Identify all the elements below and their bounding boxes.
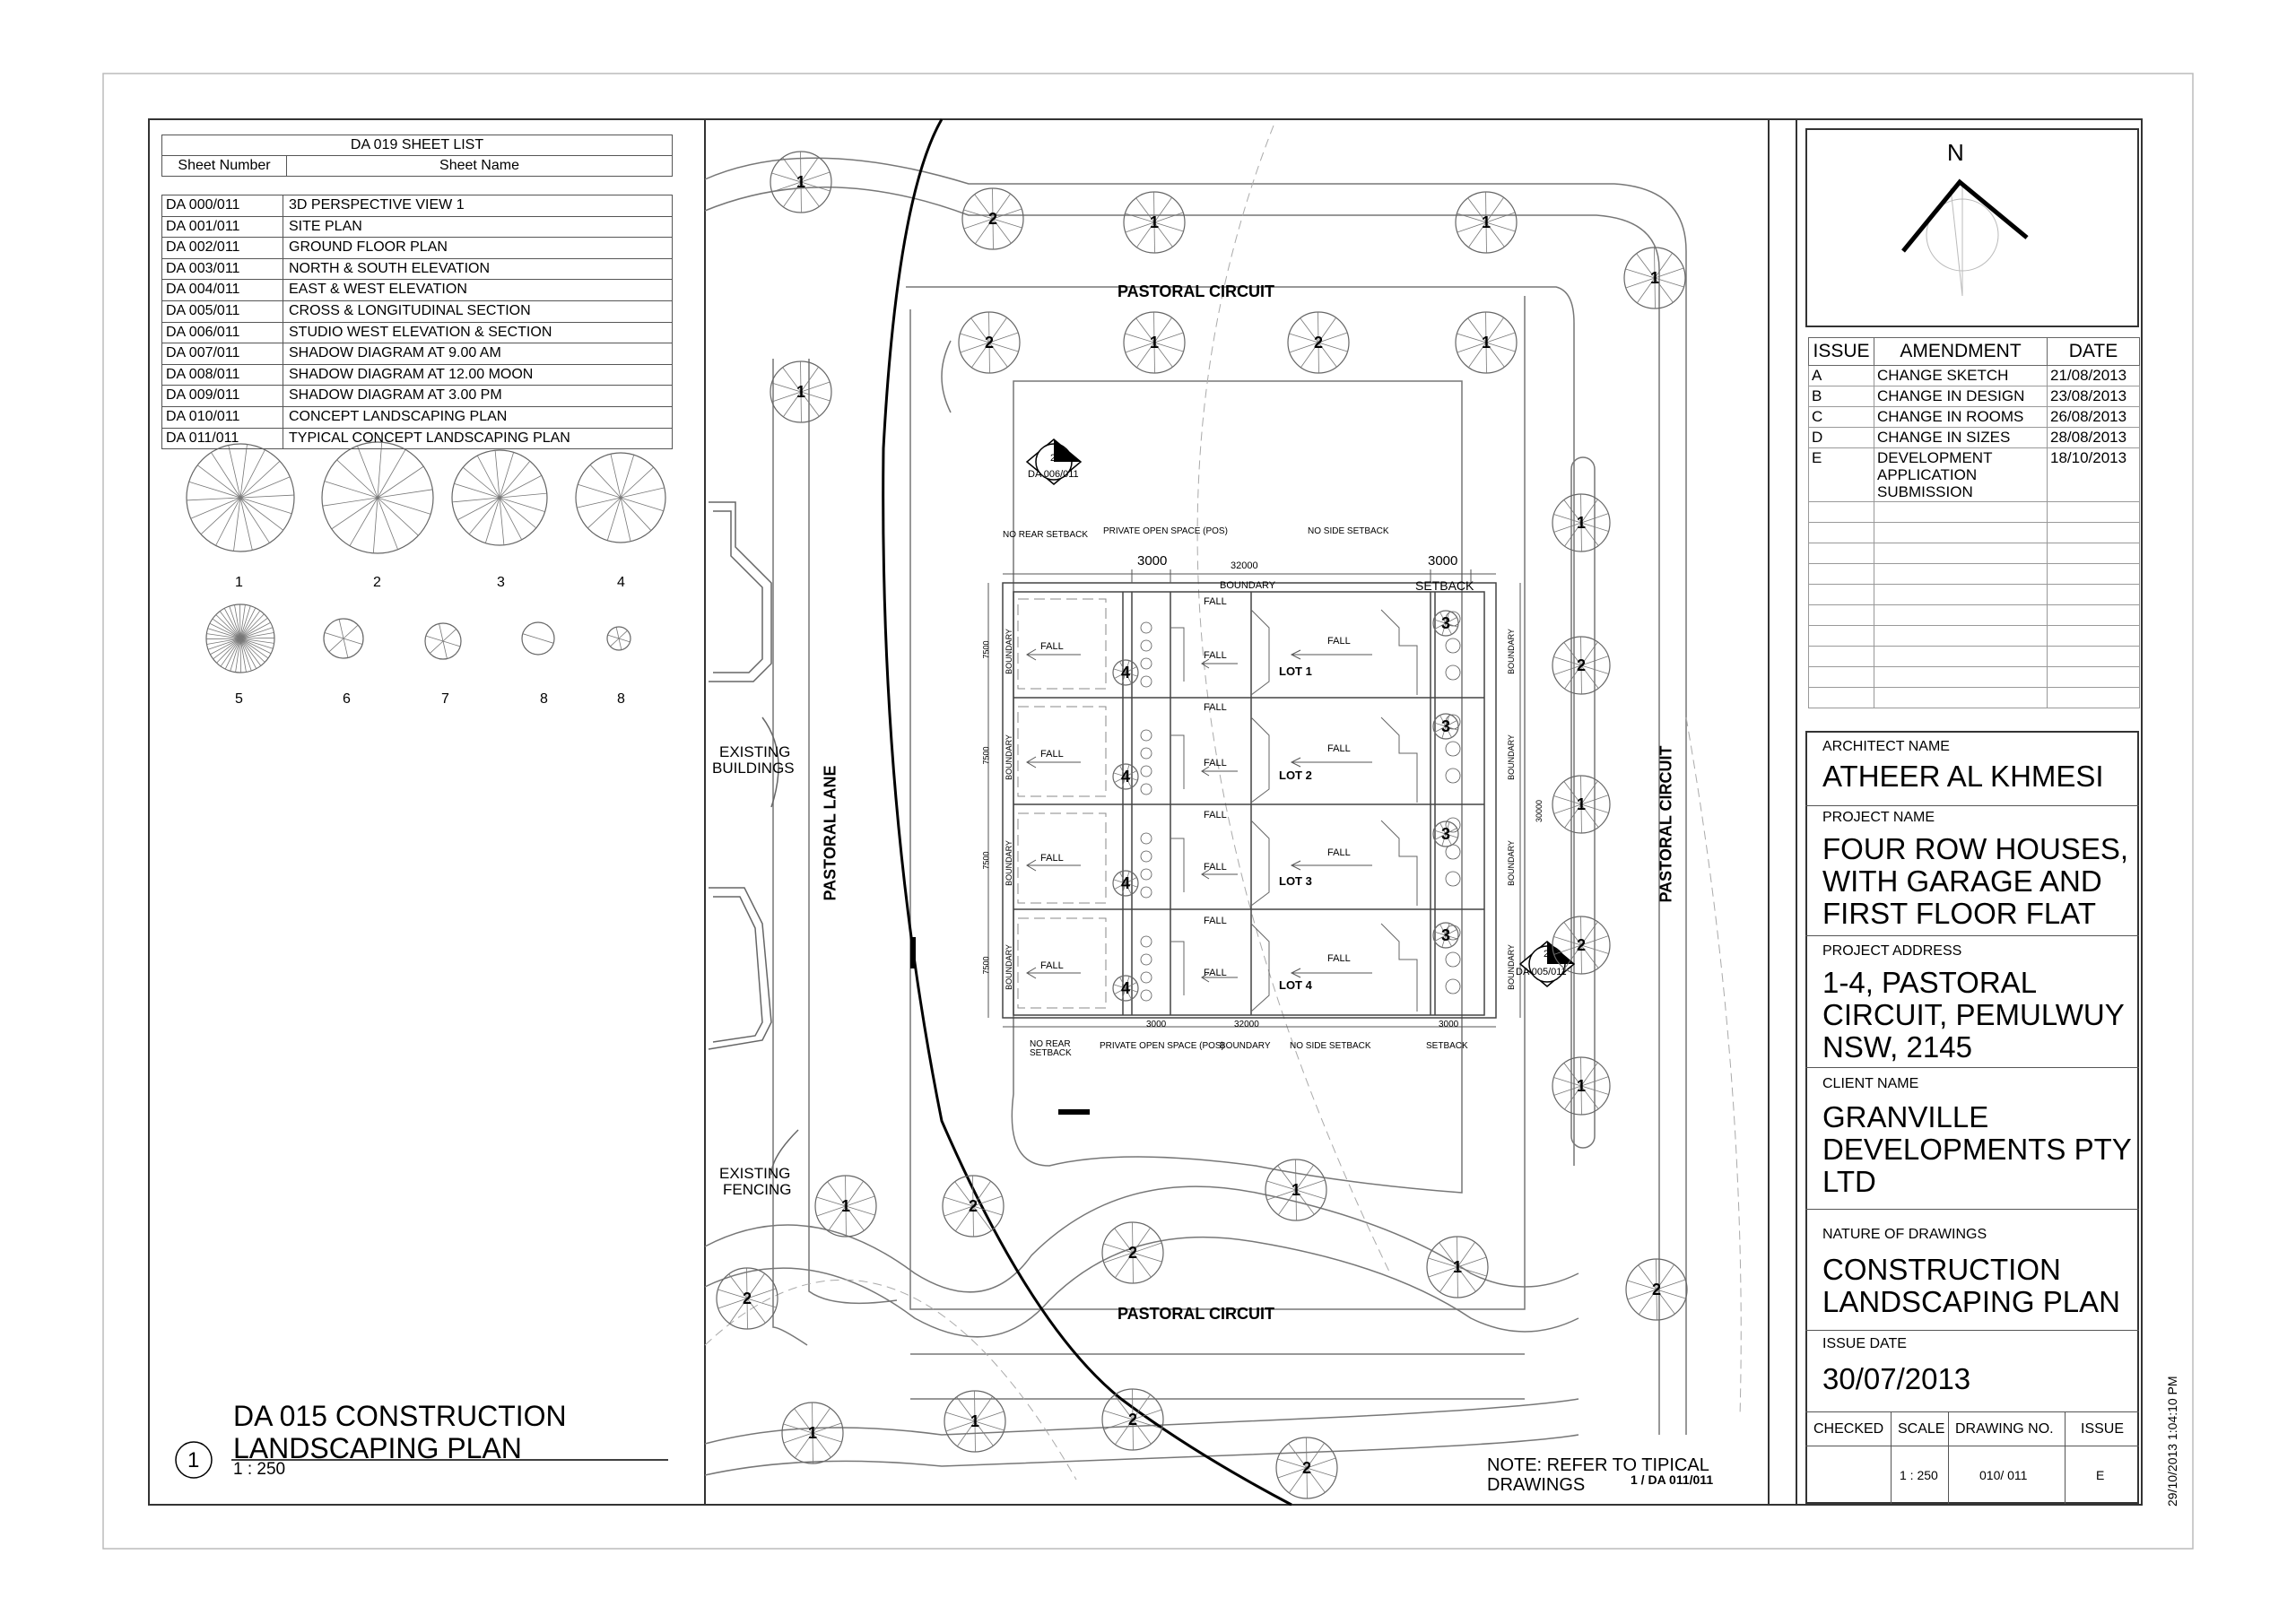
road-label-bottom: PASTORAL CIRCUIT <box>1118 1305 1275 1323</box>
legend-label-8b: 8 <box>617 691 625 707</box>
fall-label: FALL <box>1204 758 1227 769</box>
nature-label: NATURE OF DRAWINGS <box>1822 1227 1987 1242</box>
scale-value: 1 : 250 <box>1900 1468 1938 1482</box>
existing-fencing-l1: EXISTING <box>719 1165 791 1182</box>
divider <box>2065 1411 2066 1504</box>
plan-tree <box>959 312 1020 373</box>
client-value: GRANVILLE DEVELOPMENTS PTY LTD <box>1822 1100 2132 1198</box>
project-label: PROJECT NAME <box>1822 810 1935 825</box>
plan-tree <box>943 1176 1004 1237</box>
sheet-list-row <box>161 217 673 239</box>
existing-buildings-l1: EXISTING <box>719 743 791 760</box>
view-title-line2: LANDSCAPING PLAN <box>233 1432 522 1464</box>
amendment-empty-cell <box>2048 605 2140 626</box>
sheet-name: 3D PERSPECTIVE VIEW 1 <box>289 197 465 213</box>
plan-tree <box>1124 312 1185 373</box>
nature-value: CONSTRUCTION LANDSCAPING PLAN <box>1822 1253 2120 1318</box>
print-timestamp: 29/10/2013 1:04:10 PM <box>2165 1376 2179 1507</box>
section-right-num: 2 <box>1544 949 1550 960</box>
setback-bottom-right: SETBACK <box>1426 1041 1468 1051</box>
amendment-issue: B <box>1809 386 1874 407</box>
shrub-symbol <box>1113 976 1138 1001</box>
amendment-empty-cell <box>1809 523 1874 543</box>
fall-label: FALL <box>1040 853 1064 864</box>
shrub-symbol <box>1113 764 1138 789</box>
col-sheet-number: Sheet Number <box>162 156 287 176</box>
existing-fencing-l2: FENCING <box>723 1181 792 1198</box>
fall-label: FALL <box>1327 743 1351 754</box>
tree-label: 2 <box>1576 936 1587 954</box>
sheet-list-title: DA 019 SHEET LIST <box>161 135 673 156</box>
amendment-date: 23/08/2013 <box>2048 386 2140 407</box>
sheet-number: DA 009/011 <box>162 386 283 406</box>
legend-tree-8a <box>522 622 554 655</box>
amendment-empty-row <box>1809 502 2140 523</box>
road-label-right: PASTORAL CIRCUIT <box>1657 745 1675 903</box>
legend-tree-6 <box>324 619 363 658</box>
section-top-ref: DA 006/011 <box>1028 469 1079 480</box>
amendment-empty-cell <box>1809 564 1874 585</box>
boundary-top: BOUNDARY <box>1220 580 1276 591</box>
amend-col-date: DATE <box>2048 338 2140 366</box>
sheet-number: DA 011/011 <box>162 429 283 449</box>
tree-label: 2 <box>1313 334 1324 352</box>
dim-7500: 7500 <box>981 851 991 870</box>
architect-value: ATHEER AL KHMESI <box>1822 760 2104 793</box>
divider <box>1805 805 2139 806</box>
sheet-name: SHADOW DIAGRAM AT 12.00 MOON <box>289 366 534 382</box>
plan-tree <box>1626 1259 1687 1320</box>
divider <box>1805 935 2139 936</box>
no-side-setback-top: NO SIDE SETBACK <box>1308 526 1389 536</box>
plan-tree <box>1552 1057 1610 1115</box>
dim-3000-bottom-left: 3000 <box>1146 1020 1167 1029</box>
plan-tree <box>1456 192 1517 253</box>
fall-label: FALL <box>1204 702 1227 713</box>
lot-1-label: LOT 1 <box>1279 664 1312 678</box>
tree-label: 1 <box>1576 1077 1587 1095</box>
tree-label: 2 <box>984 334 995 352</box>
sheet-number: DA 001/011 <box>162 217 283 238</box>
boundary-side: BOUNDARY <box>1004 840 1013 886</box>
tree-label: 2 <box>1301 1459 1312 1477</box>
amendment-empty-cell <box>1809 626 1874 647</box>
tree-label: 3 <box>1440 926 1451 944</box>
boundary-side: BOUNDARY <box>1004 734 1013 780</box>
plan-tree <box>717 1268 778 1329</box>
amendment-issue: D <box>1809 428 1874 448</box>
divider <box>1805 1330 2139 1331</box>
no-side-setback-bottom: NO SIDE SETBACK <box>1290 1041 1371 1051</box>
amendment-date: 28/08/2013 <box>2048 428 2140 448</box>
amendment-empty-row <box>1809 585 2140 605</box>
fall-label: FALL <box>1327 636 1351 647</box>
plan-tree <box>1427 1237 1488 1298</box>
amendment-amendment: CHANGE SKETCH <box>1874 366 2048 386</box>
amendment-rows <box>1809 366 2140 708</box>
tree-label: 1 <box>1576 795 1587 813</box>
sheet-number: DA 010/011 <box>162 407 283 428</box>
amendment-row <box>1809 366 2140 386</box>
tree-label: 1 <box>1149 334 1160 352</box>
amendment-empty-cell <box>1874 564 2048 585</box>
amendment-empty-cell <box>1809 605 1874 626</box>
tree-label: 2 <box>1576 656 1587 674</box>
shrub-symbol <box>1433 821 1458 847</box>
north-arrow-box <box>1805 128 2139 327</box>
tree-label: 2 <box>742 1290 752 1307</box>
amendment-amendment: CHANGE IN DESIGN <box>1874 386 2048 407</box>
legend-label-4: 4 <box>617 575 625 590</box>
dim-3000-top-left: 3000 <box>1137 553 1168 569</box>
amendment-empty-cell <box>2048 585 2140 605</box>
divider <box>1891 1411 1892 1504</box>
legend-tree-4 <box>576 453 665 543</box>
note-line2: DRAWINGS <box>1487 1475 1586 1495</box>
road-label-top: PASTORAL CIRCUIT <box>1118 282 1275 300</box>
scale-label: SCALE <box>1898 1421 1945 1437</box>
plan-tree <box>1265 1159 1326 1220</box>
no-rear-setback-top: NO REAR SETBACK <box>1003 530 1089 540</box>
amendment-empty-row <box>1809 688 2140 708</box>
fall-label: FALL <box>1040 749 1064 760</box>
fall-label: FALL <box>1327 847 1351 858</box>
issue-date-value: 30/07/2013 <box>1822 1362 1971 1395</box>
tree-label: 1 <box>796 173 806 191</box>
boundary-side-right: BOUNDARY <box>1506 840 1516 886</box>
legend-label-7: 7 <box>441 691 449 707</box>
amendment-empty-cell <box>2048 502 2140 523</box>
amendment-empty-cell <box>2048 688 2140 708</box>
amendment-empty-cell <box>1874 585 2048 605</box>
amendment-date: 26/08/2013 <box>2048 407 2140 428</box>
tree-label: 1 <box>796 383 806 401</box>
amendment-empty-cell <box>1874 502 2048 523</box>
sheet-name: STUDIO WEST ELEVATION & SECTION <box>289 324 552 340</box>
amendment-empty-cell <box>1809 647 1874 667</box>
plan-tree <box>782 1403 843 1463</box>
tree-label: 3 <box>1440 825 1451 843</box>
sheet-number: DA 000/011 <box>162 195 283 216</box>
amendment-empty-cell <box>1874 626 2048 647</box>
legend-tree-8b <box>607 627 631 650</box>
sheet-name: NORTH & SOUTH ELEVATION <box>289 260 491 276</box>
divider <box>1948 1411 1949 1504</box>
divider <box>1805 1067 2139 1068</box>
amendment-empty-row <box>1809 564 2140 585</box>
legend-label-2: 2 <box>373 575 381 590</box>
architect-label: ARCHITECT NAME <box>1822 739 1950 754</box>
amendment-table <box>1808 337 2140 708</box>
fall-label: FALL <box>1204 968 1227 978</box>
sheet-list-row <box>161 280 673 301</box>
tree-label: 4 <box>1120 664 1131 682</box>
tree-label: 2 <box>968 1197 978 1215</box>
sheet-number: DA 005/011 <box>162 301 283 322</box>
amendment-empty-cell <box>1874 667 2048 688</box>
sheet-name: CROSS & LONGITUDINAL SECTION <box>289 302 531 318</box>
legend-label-3: 3 <box>497 575 505 590</box>
legend-label-8a: 8 <box>540 691 548 707</box>
legend-tree-7 <box>425 623 461 659</box>
dim-30000: 30000 <box>1535 799 1544 823</box>
plan-tree <box>770 361 831 422</box>
tree-label: 1 <box>970 1412 980 1430</box>
project-value: FOUR ROW HOUSES, WITH GARAGE AND FIRST FLOOR FLAT <box>1822 832 2129 930</box>
note-line1: NOTE: REFER TO TIPICAL <box>1487 1455 1709 1475</box>
plan-tree <box>1552 916 1610 974</box>
legend-tree-3 <box>452 450 547 545</box>
plan-tree <box>962 188 1023 249</box>
dim-7500: 7500 <box>981 956 991 975</box>
view-scale: 1 : 250 <box>233 1460 286 1479</box>
sheet-name: SHADOW DIAGRAM AT 9.00 AM <box>289 345 501 361</box>
amendment-empty-row <box>1809 667 2140 688</box>
amendment-empty-cell <box>1874 688 2048 708</box>
legend-tree-1 <box>187 444 294 551</box>
amendment-row <box>1809 407 2140 428</box>
road-label-lane: PASTORAL LANE <box>821 765 839 901</box>
tree-label: 1 <box>1481 213 1492 231</box>
legend-label-5: 5 <box>235 691 243 707</box>
shrub-symbol <box>1113 871 1138 896</box>
amendment-empty-cell <box>2048 523 2140 543</box>
sheet-list-row <box>161 343 673 365</box>
boundary-bottom: BOUNDARY <box>1220 1041 1271 1051</box>
amendment-empty-cell <box>1874 523 2048 543</box>
sheet-name: TYPICAL CONCEPT LANDSCAPING PLAN <box>289 430 570 446</box>
drawing-no-value: 010/ 011 <box>1979 1468 2028 1482</box>
address-value: 1-4, PASTORAL CIRCUIT, PEMULWUY NSW, 2145 <box>1822 966 2125 1064</box>
tree-label: 1 <box>1291 1181 1301 1199</box>
plan-tree <box>1102 1389 1163 1450</box>
divider <box>1805 1411 2139 1412</box>
boundary-side: BOUNDARY <box>1004 944 1013 990</box>
dim-32000-top: 32000 <box>1231 560 1258 571</box>
fall-label: FALL <box>1040 641 1064 652</box>
tree-label: 1 <box>807 1424 818 1442</box>
view-title-line1: DA 015 CONSTRUCTION <box>233 1400 567 1432</box>
tree-label: 3 <box>1440 614 1451 632</box>
sheet-name: GROUND FLOOR PLAN <box>289 239 448 256</box>
sheet-list-row <box>161 301 673 323</box>
amendment-empty-cell <box>2048 543 2140 564</box>
sheet-list-row <box>161 323 673 344</box>
plan-tree <box>1552 637 1610 694</box>
dim-7500: 7500 <box>981 640 991 659</box>
legend-label-6: 6 <box>343 691 351 707</box>
setback-top: SETBACK <box>1415 578 1474 593</box>
fall-label: FALL <box>1327 953 1351 964</box>
lot-2-label: LOT 2 <box>1279 769 1312 782</box>
sheet-number: DA 002/011 <box>162 238 283 258</box>
tree-label: 1 <box>1649 269 1660 287</box>
amendment-empty-cell <box>2048 564 2140 585</box>
existing-buildings-l2: BUILDINGS <box>712 760 795 777</box>
amendment-date: 21/08/2013 <box>2048 366 2140 386</box>
plan-tree <box>1276 1437 1337 1498</box>
tree-label: 1 <box>1149 213 1160 231</box>
sheet-name: SHADOW DIAGRAM AT 3.00 PM <box>289 387 502 404</box>
tree-label: 4 <box>1120 979 1131 997</box>
shrub-symbol <box>1113 660 1138 685</box>
sheet-list-row <box>161 365 673 386</box>
boundary-side-right: BOUNDARY <box>1506 734 1516 780</box>
amendment-issue: A <box>1809 366 1874 386</box>
note-ref: 1 / DA 011/011 <box>1631 1472 1714 1487</box>
sheet-number: DA 008/011 <box>162 365 283 386</box>
amendment-amendment: CHANGE IN SIZES <box>1874 428 2048 448</box>
lot-3-label: LOT 3 <box>1279 874 1312 888</box>
sheet-number: DA 004/011 <box>162 280 283 300</box>
plan-tree <box>1102 1222 1163 1283</box>
plan-tree <box>770 152 831 213</box>
sheet-list-row <box>161 195 673 217</box>
pos-bottom: PRIVATE OPEN SPACE (POS) <box>1100 1041 1224 1051</box>
setback-bottom-left: SETBACK <box>1030 1048 1072 1058</box>
amend-col-amendment: AMENDMENT <box>1874 338 2048 366</box>
legend-tree-2 <box>322 442 433 553</box>
legend-label-1: 1 <box>235 575 243 590</box>
plan-tree <box>1124 192 1185 253</box>
fall-label: FALL <box>1204 862 1227 873</box>
tree-label: 1 <box>840 1197 851 1215</box>
dim-7500: 7500 <box>981 746 991 765</box>
plan-tree <box>1552 494 1610 551</box>
sheet-list-header <box>161 156 673 177</box>
north-label: N <box>1947 139 1964 166</box>
drawing-no-label: DRAWING NO. <box>1955 1421 2054 1437</box>
sheet-list-row <box>161 429 673 450</box>
sheet-list-row <box>161 259 673 281</box>
tree-label: 4 <box>1120 768 1131 786</box>
dim-32000-bottom: 32000 <box>1234 1020 1259 1029</box>
amendment-amendment: DEVELOPMENT APPLICATION SUBMISSION <box>1874 448 2048 502</box>
tree-label: 2 <box>1127 1411 1138 1429</box>
amendment-row <box>1809 428 2140 448</box>
plan-tree <box>944 1391 1005 1452</box>
boundary-side-right: BOUNDARY <box>1506 944 1516 990</box>
sheet-name: SITE PLAN <box>289 218 362 234</box>
amendment-empty-cell <box>1809 667 1874 688</box>
dim-3000-top-right: 3000 <box>1428 553 1458 569</box>
sheet-list-row <box>161 238 673 259</box>
divider <box>1805 1209 2139 1210</box>
plan-tree <box>815 1176 876 1237</box>
amendment-empty-cell <box>1874 543 2048 564</box>
amendment-empty-row <box>1809 647 2140 667</box>
tree-label: 1 <box>1481 334 1492 352</box>
tree-label: 2 <box>987 210 998 228</box>
legend-tree-5 <box>206 604 274 673</box>
sheet-number: DA 006/011 <box>162 323 283 343</box>
amendment-empty-row <box>1809 626 2140 647</box>
amendment-empty-cell <box>1809 688 1874 708</box>
fall-label: FALL <box>1204 650 1227 661</box>
sheet-list-row <box>161 386 673 407</box>
shrub-symbol <box>1433 611 1458 636</box>
tree-label: 1 <box>1452 1258 1463 1276</box>
address-label: PROJECT ADDRESS <box>1822 943 1962 959</box>
plan-tree <box>1288 312 1349 373</box>
issue-col-label: ISSUE <box>2081 1421 2125 1437</box>
amendment-empty-cell <box>1809 502 1874 523</box>
fall-label: FALL <box>1204 916 1227 926</box>
amendment-empty-row <box>1809 543 2140 564</box>
sheet-name: EAST & WEST ELEVATION <box>289 282 467 298</box>
amendment-empty-cell <box>1874 605 2048 626</box>
fall-label: FALL <box>1204 810 1227 821</box>
sheet-list-table <box>161 135 673 449</box>
amendment-empty-cell <box>2048 667 2140 688</box>
fall-label: FALL <box>1204 596 1227 607</box>
tree-label: 3 <box>1440 717 1451 735</box>
amendment-empty-row <box>1809 605 2140 626</box>
tree-label: 4 <box>1120 874 1131 892</box>
amendment-issue: E <box>1809 448 1874 502</box>
amendment-row <box>1809 448 2140 502</box>
boundary-side-right: BOUNDARY <box>1506 629 1516 674</box>
amendment-empty-cell <box>2048 626 2140 647</box>
shrub-symbol <box>1433 714 1458 739</box>
pos-top: PRIVATE OPEN SPACE (POS) <box>1103 526 1228 536</box>
boundary-side: BOUNDARY <box>1004 629 1013 674</box>
plan-tree <box>1552 776 1610 833</box>
plan-tree <box>1624 248 1685 308</box>
amendment-amendment: CHANGE IN ROOMS <box>1874 407 2048 428</box>
col-sheet-name: Sheet Name <box>439 158 519 173</box>
plan-tree <box>1456 312 1517 373</box>
tree-label: 2 <box>1127 1244 1138 1262</box>
amendment-empty-cell <box>2048 647 2140 667</box>
amendment-empty-cell <box>1874 647 2048 667</box>
sheet-number: DA 007/011 <box>162 343 283 364</box>
section-right-ref: DA 005/011 <box>1516 967 1567 977</box>
amend-col-issue: ISSUE <box>1809 338 1874 366</box>
amendment-date: 18/10/2013 <box>2048 448 2140 502</box>
amendment-empty-row <box>1809 523 2140 543</box>
lot-4-label: LOT 4 <box>1279 978 1312 992</box>
client-label: CLIENT NAME <box>1822 1076 1919 1091</box>
dim-3000-bottom-right: 3000 <box>1439 1020 1459 1029</box>
no-rear-bottom: NO REAR <box>1030 1039 1071 1049</box>
fall-label: FALL <box>1040 960 1064 971</box>
tree-label: 1 <box>1576 514 1587 532</box>
sheet-number: DA 003/011 <box>162 259 283 280</box>
amendment-issue: C <box>1809 407 1874 428</box>
sheet-list-rows <box>161 195 673 449</box>
issue-value: E <box>2096 1468 2105 1482</box>
sheet-name: CONCEPT LANDSCAPING PLAN <box>289 408 508 424</box>
sheet-list-row <box>161 407 673 429</box>
tree-label: 2 <box>1651 1281 1662 1298</box>
amendment-empty-cell <box>1809 543 1874 564</box>
amendment-row <box>1809 386 2140 407</box>
view-number: 1 <box>187 1448 200 1472</box>
issue-date-label: ISSUE DATE <box>1822 1336 1907 1351</box>
checked-label: CHECKED <box>1813 1421 1884 1437</box>
amendment-empty-cell <box>1809 585 1874 605</box>
shrub-symbol <box>1433 923 1458 948</box>
section-top-num: 2 <box>1050 453 1057 464</box>
